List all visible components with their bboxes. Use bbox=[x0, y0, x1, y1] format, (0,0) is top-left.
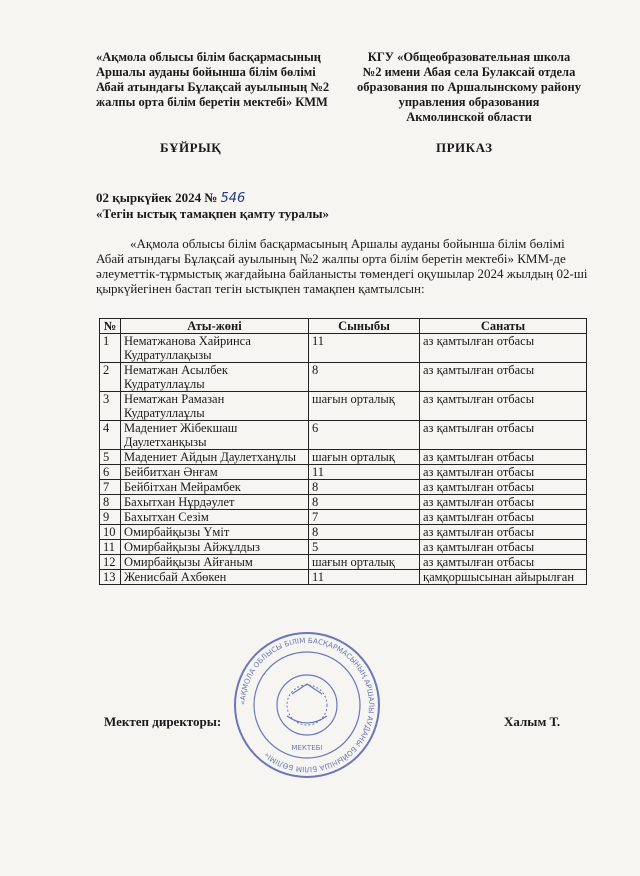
cell-name: Бахытхан Сезім bbox=[121, 510, 309, 525]
cell-name: Женисбай Ахбөкен bbox=[121, 570, 309, 585]
cell-category: аз қамтылған отбасы bbox=[420, 555, 587, 570]
header-right-line: КГУ «Общеобразовательная школа bbox=[367, 50, 571, 64]
cell-grade: 11 bbox=[309, 465, 420, 480]
cell-grade: 8 bbox=[309, 495, 420, 510]
table-row bbox=[100, 540, 587, 555]
cell-grade: 8 bbox=[309, 363, 420, 392]
column-header-number: № bbox=[100, 319, 121, 334]
header-right-line: управления образования bbox=[398, 95, 540, 109]
seal-inner-text: МЕКТЕБІ bbox=[291, 744, 323, 752]
header-left-line: Аршалы ауданы бойынша білім бөлімі bbox=[96, 65, 316, 79]
students-table bbox=[99, 318, 587, 585]
cell-number: 3 bbox=[100, 392, 121, 421]
order-date-line bbox=[96, 190, 245, 206]
cell-category: аз қамтылған отбасы bbox=[420, 480, 587, 495]
header-left-line: Абай атындағы Бұлақсай ауылының №2 bbox=[96, 80, 330, 94]
table-row bbox=[100, 570, 587, 585]
table-row bbox=[100, 555, 587, 570]
cell-category: аз қамтылған отбасы bbox=[420, 465, 587, 480]
header-left-line: жалпы орта білім беретін мектебі» КММ bbox=[96, 95, 328, 109]
table-header-row bbox=[100, 319, 587, 334]
cell-grade: 8 bbox=[309, 525, 420, 540]
cell-number: 11 bbox=[100, 540, 121, 555]
table-row bbox=[100, 510, 587, 525]
cell-number: 12 bbox=[100, 555, 121, 570]
cell-category: аз қамтылған отбасы bbox=[420, 363, 587, 392]
seal-inner-ring bbox=[254, 652, 360, 758]
cell-name: Мадениет Жібекшаш Даулетханқызы bbox=[121, 421, 309, 450]
cell-name: Нематжан Рамазан Кудратуллаұлы bbox=[121, 392, 309, 421]
table-row bbox=[100, 363, 587, 392]
cell-name: Омирбайқызы Айжұлдыз bbox=[121, 540, 309, 555]
cell-category: аз қамтылған отбасы bbox=[420, 495, 587, 510]
column-header-name: Аты-жөні bbox=[121, 319, 309, 334]
order-title-kz: БҰЙРЫҚ bbox=[160, 140, 222, 155]
header-left bbox=[96, 50, 346, 110]
header-right-line: №2 имени Абая села Булаксай отдела bbox=[362, 65, 576, 79]
cell-grade: 7 bbox=[309, 510, 420, 525]
header-right-line: образования по Аршалынскому району bbox=[357, 80, 581, 94]
cell-grade: шағын орталық bbox=[309, 392, 420, 421]
cell-number: 13 bbox=[100, 570, 121, 585]
seal-outer-ring bbox=[235, 633, 379, 777]
cell-number: 7 bbox=[100, 480, 121, 495]
cell-name: Мадениет Айдын Даулетханұлы bbox=[121, 450, 309, 465]
cell-grade: шағын орталық bbox=[309, 450, 420, 465]
cell-category: аз қамтылған отбасы bbox=[420, 450, 587, 465]
column-header-category: Санаты bbox=[420, 319, 587, 334]
cell-name: Бейбитхан Әнғам bbox=[121, 465, 309, 480]
director-name: Халым Т. bbox=[504, 714, 561, 729]
table-row bbox=[100, 392, 587, 421]
header-right bbox=[350, 50, 588, 125]
seal-outer-text: «АҚМОЛА ОБЛЫСЫ БІЛІМ БАСҚАРМАСЫНЫҢ АРШАЛЫ АУДАНЫ БОЙЫНША БІЛІМ БӨЛІМІ» bbox=[237, 635, 377, 775]
cell-name: Бейбітхан Мейрамбек bbox=[121, 480, 309, 495]
header-left-line: «Ақмола облысы білім басқармасының bbox=[96, 50, 321, 64]
cell-number: 6 bbox=[100, 465, 121, 480]
cell-number: 9 bbox=[100, 510, 121, 525]
cell-number: 1 bbox=[100, 334, 121, 363]
order-number-handwritten: 546 bbox=[220, 191, 246, 206]
cell-number: 10 bbox=[100, 525, 121, 540]
cell-category: қамқоршысынан айырылған bbox=[420, 570, 587, 585]
table-row bbox=[100, 450, 587, 465]
cell-category: аз қамтылған отбасы bbox=[420, 525, 587, 540]
table-row bbox=[100, 421, 587, 450]
cell-grade: 6 bbox=[309, 421, 420, 450]
director-label: Мектеп директоры: bbox=[104, 714, 222, 729]
order-subject: «Тегін ыстық тамақпен қамту туралы» bbox=[96, 206, 330, 221]
cell-number: 8 bbox=[100, 495, 121, 510]
cell-name: Омирбайқызы Айғаным bbox=[121, 555, 309, 570]
cell-name: Нематжан Асылбек Кудратуллаұлы bbox=[121, 363, 309, 392]
table-row bbox=[100, 480, 587, 495]
cell-name: Омирбайқызы Үміт bbox=[121, 525, 309, 540]
cell-category: аз қамтылған отбасы bbox=[420, 392, 587, 421]
table-row bbox=[100, 495, 587, 510]
table-row bbox=[100, 334, 587, 363]
cell-category: аз қамтылған отбасы bbox=[420, 540, 587, 555]
order-date: 02 қыркүйек 2024 № bbox=[96, 190, 218, 205]
cell-number: 5 bbox=[100, 450, 121, 465]
cell-grade: 11 bbox=[309, 334, 420, 363]
cell-number: 4 bbox=[100, 421, 121, 450]
table-row bbox=[100, 525, 587, 540]
cell-category: аз қамтылған отбасы bbox=[420, 421, 587, 450]
table-row bbox=[100, 465, 587, 480]
table-body bbox=[100, 334, 587, 585]
column-header-grade: Сыныбы bbox=[309, 319, 420, 334]
cell-category: аз қамтылған отбасы bbox=[420, 510, 587, 525]
cell-grade: 8 bbox=[309, 480, 420, 495]
header-right-line: Акмолинской области bbox=[406, 110, 532, 124]
cell-number: 2 bbox=[100, 363, 121, 392]
cell-name: Нематжанова Хайринса Кудратуллақызы bbox=[121, 334, 309, 363]
seal-emblem-shape bbox=[287, 684, 327, 723]
cell-grade: 5 bbox=[309, 540, 420, 555]
order-body-text: «Ақмола облысы білім басқармасының Аршалы ауданы бойынша білім бөлімі Абай атындағы Бұлақсай ауылының №2 жалпы орта білім беретін мектебі» КММ-де әлеуметтік-тұрмыстық жағдайына байланысты төмендегі оқушылар 2024 жылдың 02-ші қыркүйегінен бастап тегін ыстықпен тамақпен қамтылсын: bbox=[96, 236, 588, 296]
cell-grade: 11 bbox=[309, 570, 420, 585]
cell-name: Бахытхан Нұрдәулет bbox=[121, 495, 309, 510]
official-seal bbox=[232, 630, 382, 780]
order-title-ru: ПРИКАЗ bbox=[436, 140, 493, 155]
cell-category: аз қамтылған отбасы bbox=[420, 334, 587, 363]
cell-grade: шағын орталық bbox=[309, 555, 420, 570]
